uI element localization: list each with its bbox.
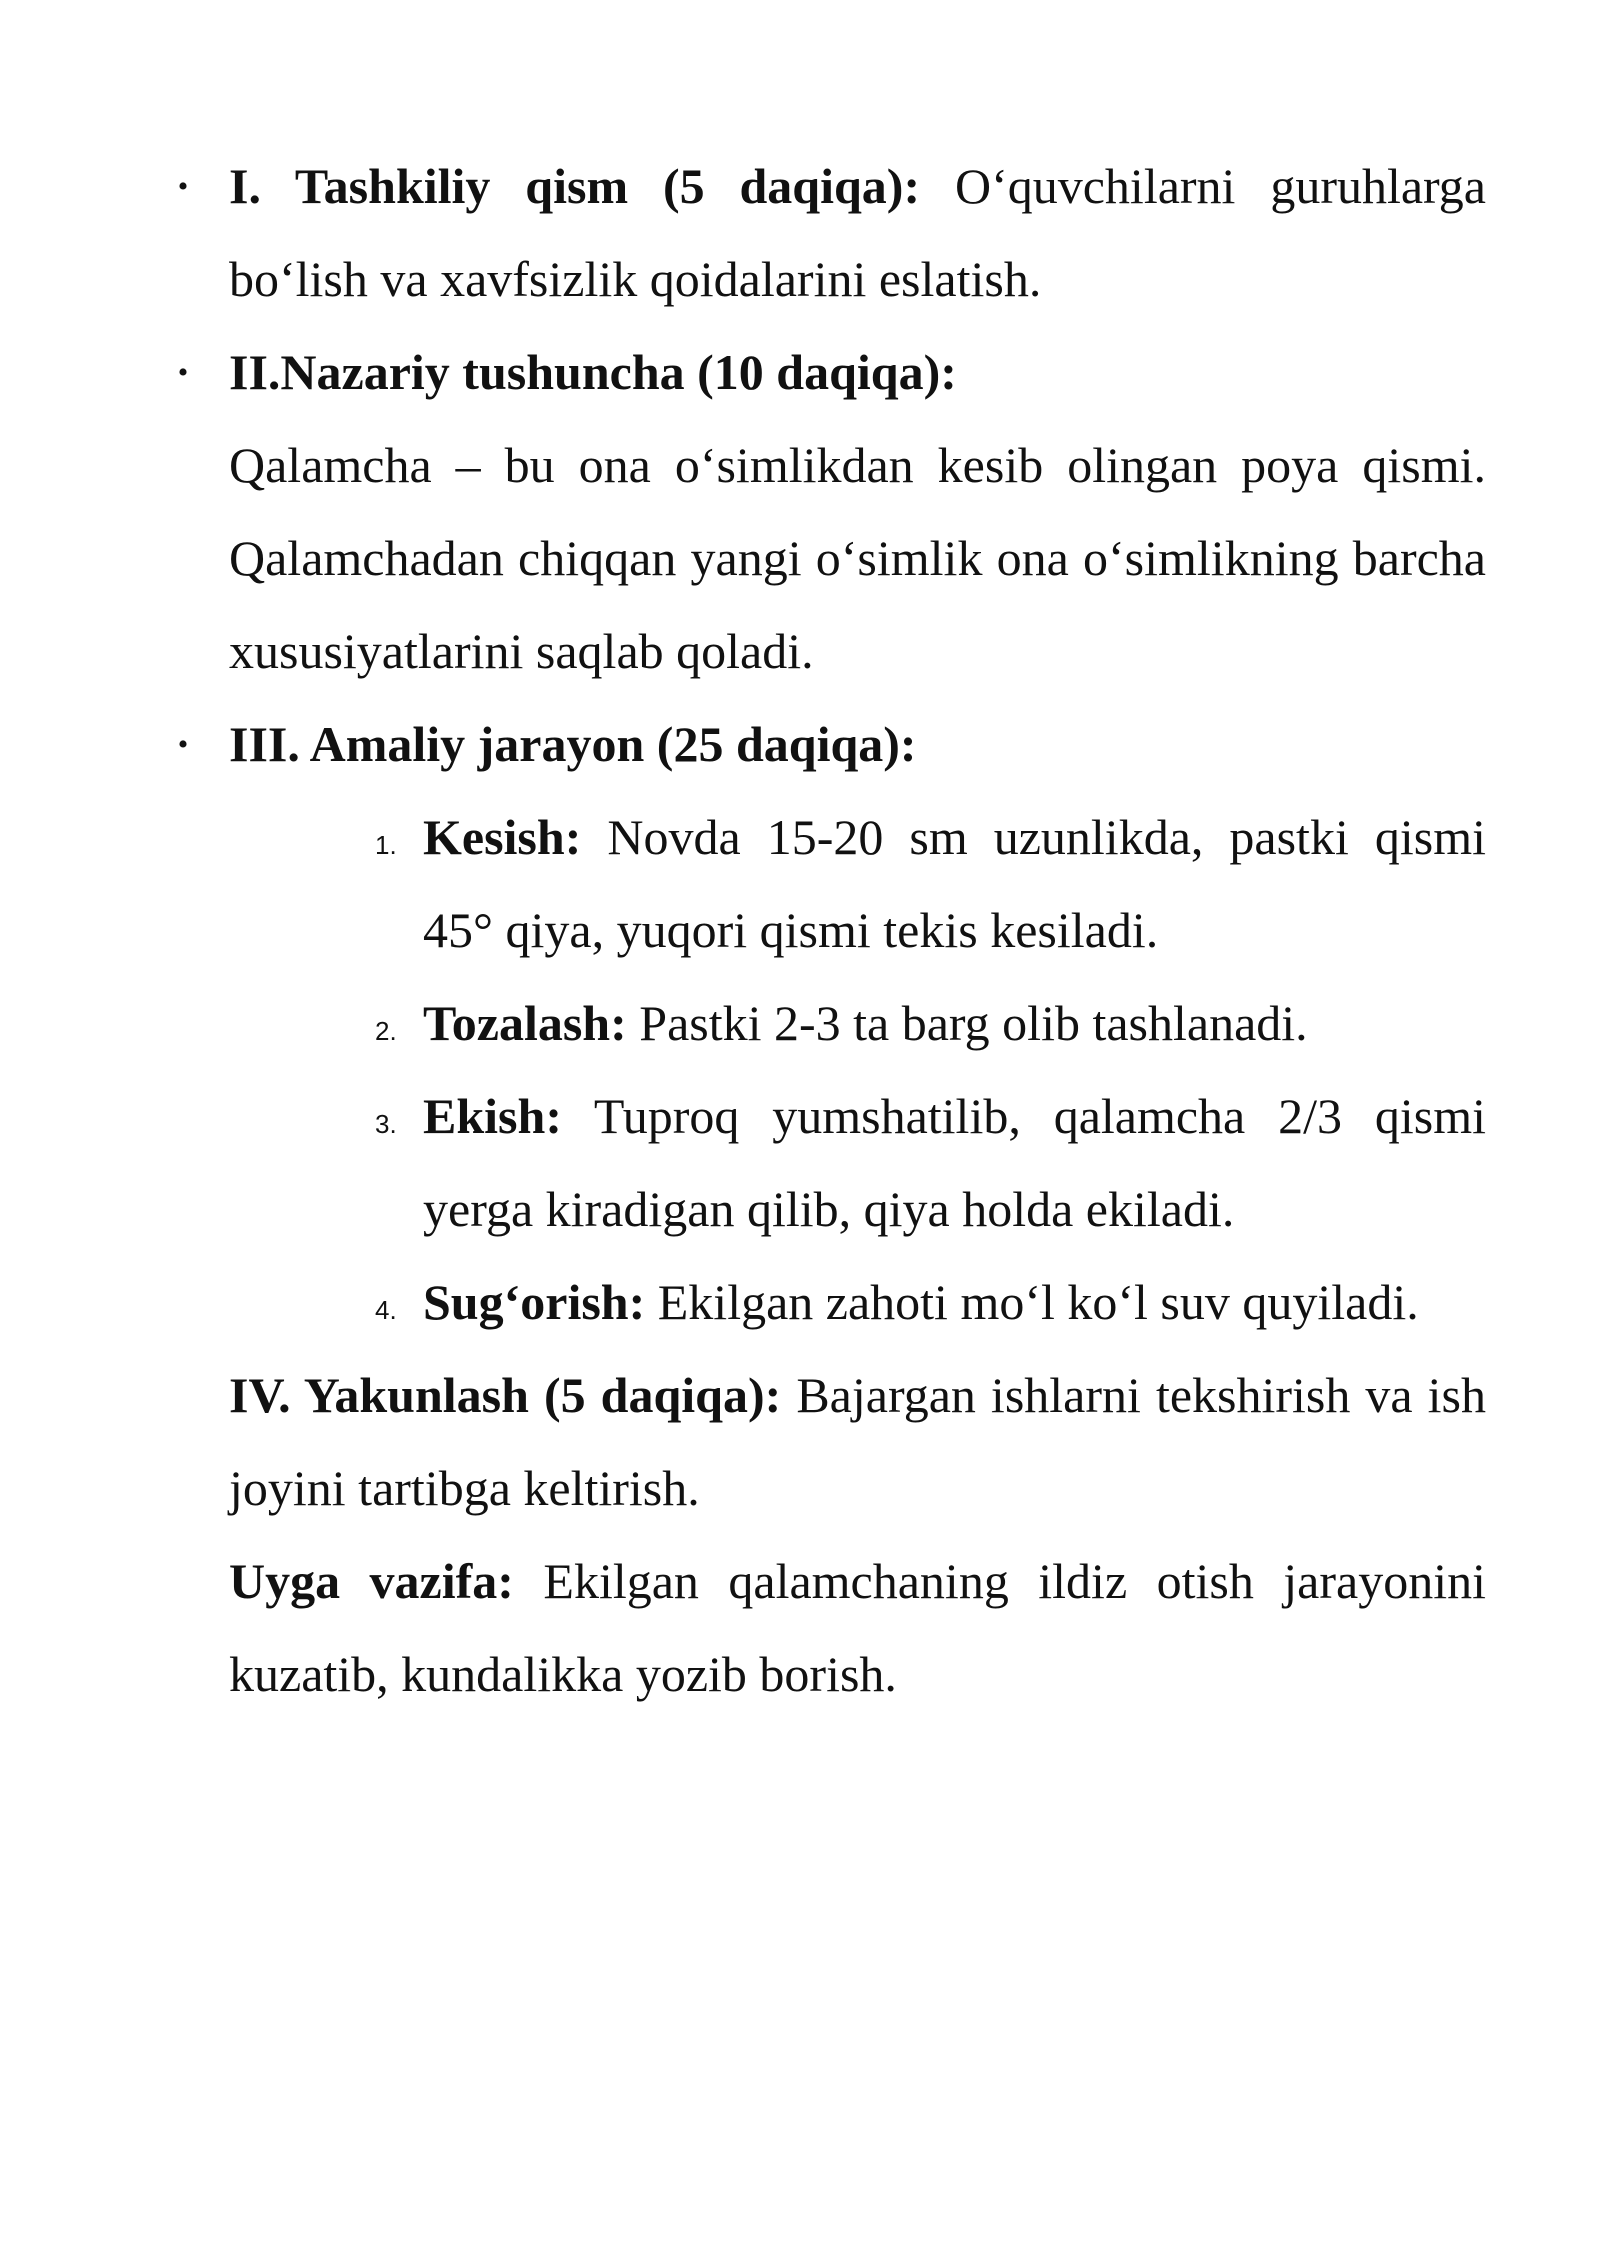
section-theory: [177, 326, 1486, 698]
list-item-title: Tozalash:: [423, 995, 627, 1051]
section-conclusion: [229, 1349, 1486, 1535]
section-theory-text: Qalamcha – bu ona o‘simlikdan kesib olingan poya qismi. Qalamchadan chiqqan yangi o‘simlik ona o‘simlikning barcha xususiyatlarini saqlab qoladi.: [229, 437, 1486, 679]
list-item-number: 4.: [375, 1295, 397, 1325]
list-item-body: Pastki 2-3 ta barg olib tashlanadi.: [626, 995, 1308, 1051]
list-item-text: [423, 791, 1486, 977]
list-item-number: 3.: [375, 1109, 397, 1139]
list-item: [375, 1070, 1486, 1256]
section-conclusion-title: IV. Yakunlash (5 daqiqa):: [229, 1367, 782, 1423]
bullet-marker: •: [177, 356, 189, 389]
section-organizational: [177, 140, 1486, 326]
list-item-body: Tuproq yumshatilib, qalamcha 2/3 qismi yerga kiradigan qilib, qiya holda ekiladi.: [423, 1088, 1486, 1237]
bullet-marker: •: [177, 728, 189, 761]
section-organizational-text: O‘quvchilarni guruhlarga bo‘lish va xavfsizlik qoidalarini eslatish.: [229, 158, 1486, 307]
list-item-text: [423, 1070, 1486, 1256]
bullet-marker: •: [177, 170, 189, 203]
section-theory-title: II.Nazariy tushuncha (10 daqiqa):: [229, 344, 957, 400]
list-item-title: Ekish:: [423, 1088, 562, 1144]
homework-title: Uyga vazifa:: [229, 1553, 514, 1609]
section-organizational-title: I. Tashkiliy qism (5 daqiqa):: [229, 158, 921, 214]
document-content: [177, 140, 1486, 1721]
list-item-text: [423, 977, 1486, 1070]
list-item: [375, 977, 1486, 1070]
list-item-text: [423, 1256, 1486, 1349]
homework-text: Ekilgan qalamchaning ildiz otish jarayonini kuzatib, kundalikka yozib borish.: [229, 1553, 1486, 1702]
list-item: [375, 791, 1486, 977]
list-item-number: 1.: [375, 830, 397, 860]
homework-paragraph: [229, 1535, 1486, 1721]
list-item-title: Kesish:: [423, 809, 582, 865]
list-item-body: Novda 15-20 sm uzunlikda, pastki qismi 45° qiya, yuqori qismi tekis kesiladi.: [423, 809, 1486, 958]
practice-steps-list: [375, 791, 1486, 1349]
section-conclusion-text: Bajargan ishlarni tekshirish va ish joyini tartibga keltirish.: [229, 1367, 1486, 1516]
section-organizational-paragraph: [229, 140, 1486, 326]
section-practice-title: III. Amaliy jarayon (25 daqiqa):: [229, 716, 917, 772]
section-practice: [177, 698, 1486, 791]
list-item: [375, 1256, 1486, 1349]
section-practice-heading: [229, 698, 1486, 791]
list-item-number: 2.: [375, 1016, 397, 1046]
list-item-title: Sug‘orish:: [423, 1274, 646, 1330]
list-item-body: Ekilgan zahoti mo‘l ko‘l suv quyiladi.: [645, 1274, 1419, 1330]
section-theory-heading: [229, 326, 1486, 419]
